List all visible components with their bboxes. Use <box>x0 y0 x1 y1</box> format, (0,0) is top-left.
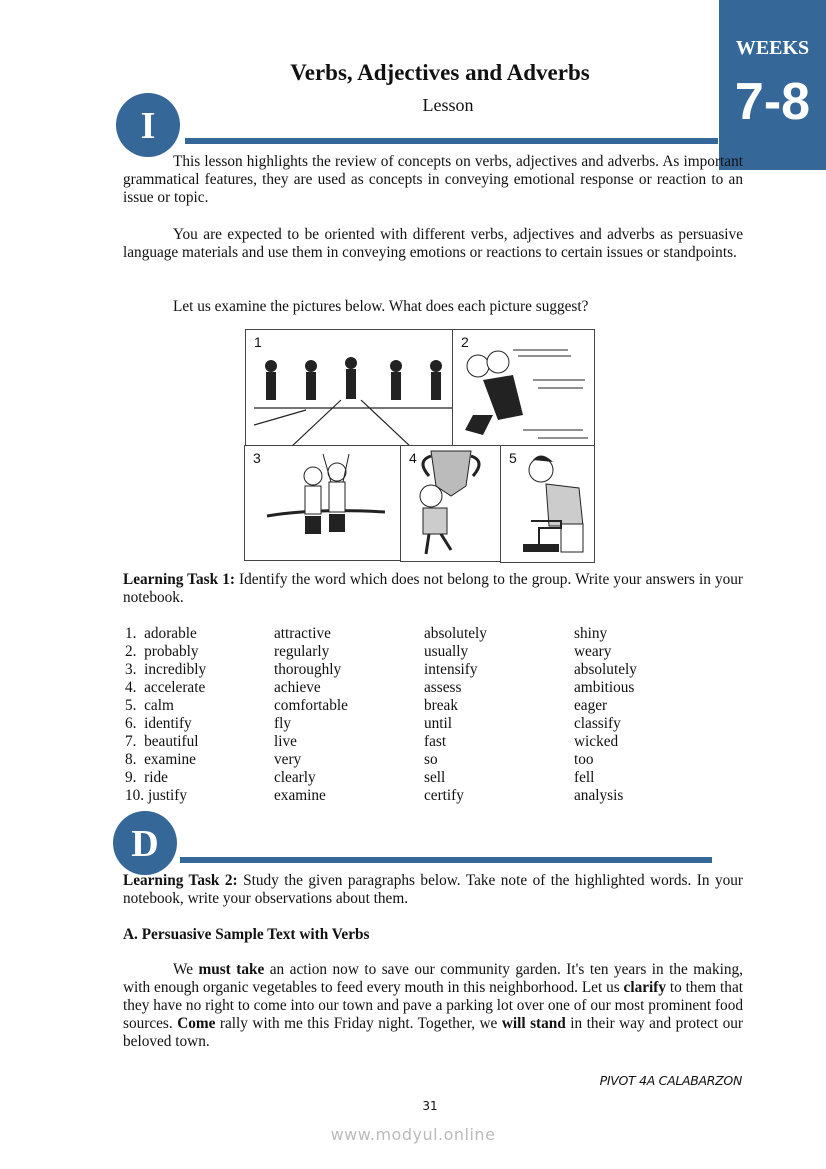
word-list-item: eager <box>574 697 608 714</box>
word-list-item-numbered: 6. identify <box>125 715 192 732</box>
word-list-item-numbered: 5. calm <box>125 697 174 714</box>
task1-text: Identify the word which does not belong to the group. Write your answers in your notebook. <box>123 571 743 606</box>
footer-source: PIVOT 4A CALABARZON <box>599 1073 742 1088</box>
word-list-item-numbered: 9. ride <box>125 769 168 786</box>
paragraph-text: an action now to save our community garden. It's ten years in the making, with enough organic vegetables to feed every mouth in this neighborhood. Let us <box>123 961 743 996</box>
running-kids-illustration <box>453 330 596 447</box>
page-number: 31 <box>422 1099 438 1113</box>
word-list-item: thoroughly <box>274 661 342 678</box>
picture-number: 4 <box>409 450 417 466</box>
paragraph-text: to them that they have no right to come into our town and pave a parking lot over one of our most prominent food sources. <box>123 979 743 1032</box>
word-list-item-numbered: 3. incredibly <box>125 661 207 678</box>
picture-2-running <box>452 329 595 446</box>
intro-paragraph-2: You are expected to be oriented with different verbs, adjectives and adverbs as persuasive language materials and use them in conveying emotions or reactions to certain issues or standpoints. <box>123 226 743 261</box>
word-list-item-numbered: 10. justify <box>125 787 188 804</box>
section-divider <box>185 138 718 144</box>
word-list-item: fast <box>424 733 447 750</box>
word-list-item: assess <box>424 679 462 696</box>
word-list-item: very <box>274 751 302 768</box>
highlighted-verb: Come <box>177 1015 216 1032</box>
word-list-item-numbered: 1. adorable <box>125 625 197 642</box>
word-list-item: break <box>424 697 458 714</box>
word-list-item: so <box>424 751 438 768</box>
word-list-item-numbered: 2. probably <box>125 643 199 660</box>
word-list-item: classify <box>574 715 621 732</box>
section-divider <box>180 857 712 863</box>
section-i-badge: I <box>116 93 180 157</box>
picture-number: 1 <box>254 334 262 350</box>
paragraph-text: rally with me this Friday night. Together, we <box>215 1015 502 1032</box>
word-list-item: examine <box>274 787 326 804</box>
word-list-item: comfortable <box>274 697 348 714</box>
word-list-item-numbered: 7. beautiful <box>125 733 199 750</box>
highlighted-verb: must take <box>198 961 265 978</box>
sample-paragraph <box>123 961 743 1051</box>
word-list-item: wicked <box>574 733 619 750</box>
word-list-item: ambitious <box>574 679 635 696</box>
intro-paragraph-3: Let us examine the pictures below. What does each picture suggest? <box>173 298 589 315</box>
section-heading: A. Persuasive Sample Text with Verbs <box>123 926 370 943</box>
word-list-item: weary <box>574 643 612 660</box>
section-d-badge: D <box>113 811 177 875</box>
word-list-item-numbered: 8. examine <box>125 751 196 768</box>
word-list-item: intensify <box>424 661 478 678</box>
word-list-item: clearly <box>274 769 316 786</box>
word-list-item: analysis <box>574 787 624 804</box>
watermark: www.modyul.online <box>330 1125 496 1144</box>
weeks-label: WEEKS <box>735 37 810 59</box>
picture-3-finish-line <box>244 445 401 561</box>
task1-label: Learning Task 1: <box>123 571 235 588</box>
task2-label: Learning Task 2: <box>123 872 238 889</box>
word-list-item: until <box>424 715 453 732</box>
word-list-item: regularly <box>274 643 330 660</box>
weeks-number: 7-8 <box>734 73 811 131</box>
intro-paragraph-1: This lesson highlights the review of concepts on verbs, adjectives and adverbs. As important grammatical features, they are used as concepts in conveying emotional response or reaction to an issue or topic. <box>123 153 743 206</box>
word-list-item: live <box>274 733 297 750</box>
highlighted-verb: clarify <box>623 979 667 996</box>
task2-instructions <box>123 872 743 908</box>
paragraph-text: in their way and protect our beloved town. <box>123 1015 743 1050</box>
picture-number: 2 <box>461 334 469 350</box>
word-list-item: sell <box>424 769 446 786</box>
word-list-item: attractive <box>274 625 331 642</box>
word-list-item-numbered: 4. accelerate <box>125 679 206 696</box>
runners-illustration <box>246 330 454 447</box>
page-subtitle: Lesson <box>422 95 474 115</box>
word-list-item: achieve <box>274 679 321 696</box>
finish-line-illustration <box>245 446 402 562</box>
picture-number: 3 <box>253 450 261 466</box>
word-list-item: fell <box>574 769 595 786</box>
picture-5-worried <box>500 445 595 563</box>
word-list-item: shiny <box>574 625 608 642</box>
page-title: Verbs, Adjectives and Adverbs <box>290 60 590 85</box>
highlighted-verb: will stand <box>501 1015 566 1032</box>
task2-text: Study the given paragraphs below. Take note of the highlighted words. In your notebook, write your observations about them. <box>123 872 743 907</box>
picture-1-race-start <box>245 329 453 446</box>
word-list-item: absolutely <box>424 625 487 642</box>
picture-4-trophy <box>400 445 501 562</box>
word-list-item: absolutely <box>574 661 637 678</box>
paragraph-text: We <box>173 961 199 978</box>
word-list-item: certify <box>424 787 464 804</box>
picture-number: 5 <box>509 450 517 466</box>
word-list-item: usually <box>424 643 469 660</box>
word-list-item: too <box>574 751 594 768</box>
task1-instructions <box>123 571 743 607</box>
word-list-item: fly <box>274 715 291 732</box>
